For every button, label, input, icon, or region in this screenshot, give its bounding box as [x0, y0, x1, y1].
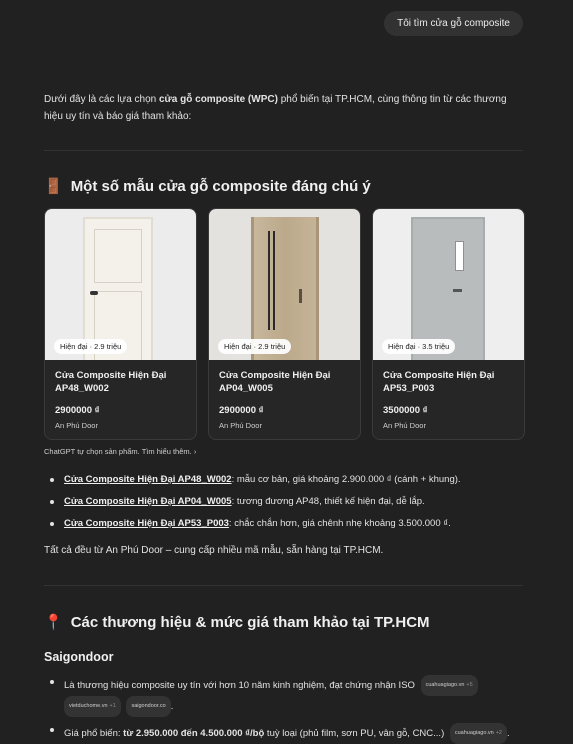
product-card-ap53[interactable]	[372, 208, 525, 440]
price-range: từ 2.950.000 đến 4.500.000 ₫/bộ	[123, 728, 265, 740]
product-selection-note[interactable]	[44, 447, 196, 456]
product-image	[45, 209, 196, 360]
intro-suffix: phổ biến tại TP.HCM, cùng thông tin từ các thương hiệu uy tín và báo giá tham khảo:	[44, 94, 507, 122]
chip-count: +2	[495, 730, 502, 736]
list-item	[44, 517, 534, 530]
product-seller: An Phú Door	[383, 421, 426, 430]
door-icon: 🚪	[44, 178, 63, 195]
bullet-text: tuỳ loại (phủ film, sơn PU, vân gỗ, CNC...)	[264, 728, 445, 740]
source-chip[interactable]	[126, 696, 170, 717]
chip-label: vietduchome.vn	[69, 703, 108, 709]
product-price: 3500000 ₫	[383, 405, 428, 416]
source-chip[interactable]	[64, 696, 121, 717]
product-title: Cửa Composite Hiện Đại AP53_P003	[383, 370, 495, 394]
brand-bullet-list	[44, 675, 534, 744]
product-price: 2900000 ₫	[55, 405, 100, 416]
intro-paragraph	[44, 91, 524, 125]
product-link[interactable]: Cửa Composite Hiện Đại AP53_P003	[64, 518, 229, 529]
section-title: Các thương hiệu & mức giá tham khảo tại TP.HCM	[70, 613, 430, 631]
product-card-ap04[interactable]	[208, 208, 361, 440]
product-seller: An Phú Door	[219, 421, 262, 430]
list-item	[44, 495, 534, 508]
bullet-text: : tương đương AP48, thiết kế hiện đại, dễ lắp.	[231, 496, 425, 507]
product-bullet-list	[44, 473, 534, 530]
product-seller: An Phú Door	[55, 421, 98, 430]
product-title: Cửa Composite Hiện Đại AP04_W005	[219, 370, 331, 394]
chevron-right-icon: ›	[193, 447, 197, 456]
list-item	[44, 723, 534, 744]
note-text: ChatGPT tự chọn sản phẩm. Tìm hiểu thêm.	[44, 447, 192, 456]
intro-bold: cửa gỗ composite (WPC)	[159, 94, 278, 105]
source-chip[interactable]	[450, 723, 507, 744]
section-heading-brands	[44, 613, 430, 631]
product-image	[373, 209, 524, 360]
chip-label: cuahuagiago.vn	[454, 730, 494, 736]
bullet-text: : chắc chắn hơn, giá chênh nhẹ khoảng 3.500.000 ₫.	[228, 518, 451, 529]
bullet-prefix: Giá phổ biến:	[64, 728, 124, 740]
pin-icon: 📍	[44, 614, 63, 631]
bullet-text: Là thương hiệu composite uy tín với hơn 10 năm kinh nghiệm, đạt chứng nhận ISO	[64, 680, 415, 692]
product-tag: Hiện đại · 2.9 triệu	[218, 339, 291, 354]
product-cards	[44, 208, 525, 440]
section-heading-products	[44, 177, 371, 195]
chip-count: +5	[466, 682, 473, 688]
section-title: Một số mẫu cửa gỗ composite đáng chú ý	[70, 177, 371, 195]
chip-label: cuahuagiago.vn	[425, 682, 465, 688]
brand-heading: Saigondoor	[44, 650, 114, 664]
divider	[44, 585, 523, 586]
list-item	[44, 473, 534, 486]
bullet-text: : mẫu cơ bản, giá khoảng 2.900.000 ₫ (cánh + khung).	[231, 474, 461, 485]
chip-label: saigondoor.co	[131, 703, 166, 709]
divider	[44, 150, 523, 151]
bullet-end: .	[507, 728, 510, 740]
product-card-ap48[interactable]	[44, 208, 197, 440]
product-image	[209, 209, 360, 360]
user-message-bubble: Tôi tìm cửa gỗ composite	[384, 11, 523, 36]
product-link[interactable]: Cửa Composite Hiện Đại AP04_W005	[64, 496, 232, 507]
source-chip[interactable]	[421, 675, 478, 696]
intro-prefix: Dưới đây là các lựa chọn	[44, 94, 159, 105]
list-item	[44, 675, 534, 717]
product-title: Cửa Composite Hiện Đại AP48_W002	[55, 370, 167, 394]
product-price: 2900000 ₫	[219, 405, 264, 416]
product-tag: Hiện đại · 2.9 triệu	[54, 339, 127, 354]
product-tag: Hiện đại · 3.5 triệu	[382, 339, 455, 354]
chip-count: +1	[109, 703, 116, 709]
summary-paragraph: Tất cả đều từ An Phú Door – cung cấp nhiều mã mẫu, sẵn hàng tại TP.HCM.	[44, 545, 384, 556]
bullet-end: .	[170, 701, 174, 713]
product-link[interactable]: Cửa Composite Hiện Đại AP48_W002	[64, 474, 232, 485]
